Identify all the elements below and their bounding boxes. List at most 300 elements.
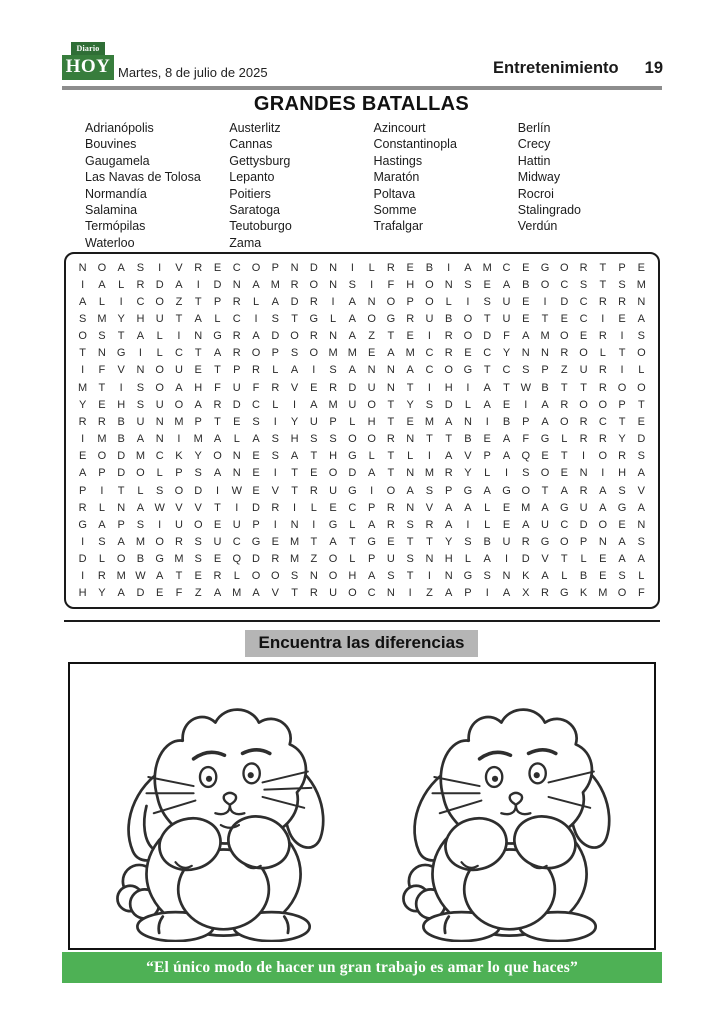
grid-letter: T [541,484,549,497]
grid-letter: N [367,295,376,308]
word-item: Poitiers [229,186,271,201]
grid-letter: A [502,278,511,291]
grid-letter: O [348,587,357,600]
grid-letter: I [312,518,316,531]
grid-letter: D [483,330,492,343]
grid-letter: A [290,364,299,377]
grid-letter: I [158,518,162,531]
grid-letter: W [135,570,146,583]
grid-letter: R [252,364,260,377]
grid-letter: M [424,415,435,428]
grid-letter: R [213,570,222,583]
grid-letter: W [231,484,242,497]
grid-letter: N [290,518,299,531]
grid-letter: E [618,313,626,326]
word-item: Hastings [373,153,423,168]
grid-letter: G [560,587,569,600]
grid-letter: D [213,278,222,291]
grid-letter: A [213,587,222,600]
grid-letter: D [252,501,260,514]
grid-letter: A [541,501,549,514]
grid-letter: G [617,501,627,514]
grid-letter: C [136,295,145,308]
grid-letter: U [174,518,183,531]
word-item: Termópilas [85,219,146,234]
grid-letter: O [271,570,280,583]
grid-letter: V [541,553,549,566]
grid-letter: M [97,433,107,446]
grid-letter: G [540,535,550,548]
grid-letter: T [387,330,395,343]
grid-letter: I [408,587,412,600]
grid-letter: I [273,467,277,480]
grid-letter: S [290,570,299,583]
grid-letter: I [312,364,316,377]
word-item: Hattin [517,153,551,168]
grid-letter: V [175,501,183,514]
grid-letter: O [348,433,357,446]
grid-letter: A [541,415,549,428]
grid-letter: A [213,433,222,446]
grid-letter: M [482,261,492,274]
grid-letter: P [541,364,549,377]
grid-letter: O [251,570,261,583]
grid-letter: C [174,347,183,360]
grid-letter: I [543,295,547,308]
grid-letter: S [637,450,646,463]
grid-letter: L [599,347,606,360]
grid-letter: L [98,501,105,514]
grid-letter: O [309,278,319,291]
grid-letter: E [522,313,530,326]
grid-letter: C [560,518,569,531]
grid-letter: U [579,501,588,514]
grid-letter: N [136,364,145,377]
grid-letter: T [599,278,607,291]
grid-letter: H [117,398,126,411]
page-header [62,42,663,82]
grid-letter: G [540,433,550,446]
word-item: Austerlitz [229,121,281,135]
grid-letter: O [367,398,376,411]
grid-letter: P [618,261,626,274]
word-column [374,120,518,251]
grid-letter: T [194,347,202,360]
grid-letter: I [81,278,85,291]
grid-letter: L [156,330,163,343]
grid-letter: A [445,501,453,514]
grid-letter: L [330,313,337,326]
grid-letter: I [293,501,297,514]
header-right [493,59,663,78]
word-item: Crecy [517,137,551,152]
grid-letter: A [175,278,183,291]
grid-letter: E [560,313,568,326]
grid-letter: M [174,415,184,428]
grid-letter: I [466,518,470,531]
grid-letter: A [117,535,125,548]
grid-letter: D [521,553,530,566]
grid-letter: R [290,278,299,291]
word-item: Cannas [229,137,273,152]
grid-letter: A [213,467,222,480]
grid-letter: Z [175,295,183,308]
grid-letter: I [81,364,85,377]
grid-letter: A [637,553,646,566]
grid-letter: A [78,467,87,480]
grid-letter: A [464,261,472,274]
grid-letter: U [502,535,511,548]
grid-letter: O [155,364,164,377]
grid-letter: E [252,467,260,480]
grid-letter: E [233,415,241,428]
grid-letter: O [637,381,646,394]
grid-letter: A [522,518,530,531]
grid-letter: P [445,484,453,497]
rabbit-drawing-left [83,670,355,942]
grid-letter: P [579,535,588,548]
grid-letter: S [425,398,434,411]
grid-letter: D [348,467,357,480]
grid-letter: Z [310,553,318,566]
grid-letter: P [367,501,376,514]
grid-letter: E [502,518,511,531]
grid-letter: E [483,278,491,291]
grid-letter: T [618,347,626,360]
grid-letter: A [387,347,395,360]
grid-letter: A [445,450,453,463]
grid-letter: S [464,535,472,548]
grid-letter: A [252,330,260,343]
grid-letter: T [387,415,395,428]
grid-letter: R [560,398,569,411]
grid-letter: D [579,518,588,531]
grid-letter: R [425,518,434,531]
grid-letter: Q [232,553,242,566]
grid-letter: E [502,398,511,411]
grid-letter: S [618,278,626,291]
grid-letter: M [232,587,242,600]
grid-letter: T [387,398,395,411]
grid-letter: T [79,347,86,360]
grid-letter: T [291,484,298,497]
grid-letter: R [329,381,338,394]
grid-letter: E [367,347,376,360]
grid-letter: T [348,535,356,548]
word-list [62,120,662,251]
grid-letter: S [98,535,106,548]
grid-letter: I [427,570,431,583]
section-divider [64,620,660,622]
grid-letter: I [485,415,489,428]
grid-letter: L [349,518,356,531]
word-column [85,120,229,251]
grid-letter: G [251,535,261,548]
grid-letter: C [232,535,241,548]
grid-letter: H [136,313,145,326]
grid-letter: L [638,570,645,583]
grid-letter: R [598,330,607,343]
grid-letter: L [561,570,568,583]
grid-letter: S [194,467,202,480]
grid-letter: U [136,415,145,428]
grid-letter: D [637,433,646,446]
grid-letter: B [522,278,530,291]
grid-letter: S [406,518,414,531]
grid-letter: I [620,330,624,343]
grid-letter: R [309,330,318,343]
grid-letter: T [580,381,587,394]
grid-letter: B [464,433,472,446]
grid-letter: Y [464,467,472,480]
grid-letter: N [290,261,299,274]
grid-letter: S [271,450,279,463]
grid-letter: T [406,381,414,394]
grid-letter: I [273,415,277,428]
grid-letter: N [444,278,453,291]
grid-letter: C [367,587,376,600]
grid-letter: O [251,347,261,360]
grid-letter: O [251,261,261,274]
differences-panel [68,662,656,950]
grid-letter: M [193,433,203,446]
grid-letter: E [522,261,530,274]
grid-letter: B [117,415,125,428]
grid-letter: O [617,381,627,394]
grid-letter: N [194,330,203,343]
grid-letter: A [406,484,414,497]
grid-letter: T [194,295,202,308]
grid-letter: V [290,381,299,394]
grid-letter: H [618,467,627,480]
grid-letter: E [156,587,164,600]
grid-letter: M [116,570,126,583]
grid-letter: N [406,501,415,514]
grid-letter: E [252,484,260,497]
grid-letter: A [78,295,87,308]
wordsearch-box [64,252,660,609]
grid-letter: O [290,330,299,343]
grid-letter: R [97,415,106,428]
grid-letter: T [98,381,106,394]
grid-letter: G [463,364,473,377]
grid-letter: Y [618,433,626,446]
grid-letter: T [291,467,298,480]
grid-letter: A [310,398,318,411]
grid-letter: T [560,553,568,566]
grid-letter: R [444,467,453,480]
grid-letter: B [425,261,434,274]
grid-letter: Y [406,398,414,411]
grid-letter: S [290,347,299,360]
grid-letter: D [309,261,318,274]
grid-letter: O [444,364,453,377]
grid-letter: I [81,433,85,446]
grid-letter: D [290,295,299,308]
grid-letter: T [175,313,183,326]
word-item: Bouvines [85,137,137,152]
grid-letter: L [368,450,375,463]
grid-letter: U [348,398,357,411]
grid-letter: O [78,330,87,343]
grid-letter: L [233,570,240,583]
grid-letter: S [310,433,318,446]
grid-letter: R [579,261,588,274]
word-item: Somme [373,203,417,218]
grid-letter: T [445,433,453,446]
grid-letter: I [138,347,142,360]
grid-letter: R [386,518,395,531]
grid-letter: E [618,518,626,531]
grid-letter: N [232,278,241,291]
grid-letter: T [387,467,395,480]
grid-letter: O [97,450,107,463]
grid-letter: U [367,381,376,394]
grid-letter: A [117,587,125,600]
grid-letter: G [309,313,319,326]
grid-letter: O [425,278,434,291]
grid-letter: P [271,261,279,274]
grid-letter: G [560,501,569,514]
grid-letter: A [367,518,376,531]
grid-letter: I [601,467,605,480]
grid-letter: L [252,295,260,308]
grid-letter: C [579,295,588,308]
grid-letter: T [214,501,221,514]
grid-letter: S [637,330,646,343]
grid-letter: I [601,313,605,326]
grid-letter: R [444,347,453,360]
grid-letter: L [407,450,414,463]
grid-letter: E [98,398,106,411]
grid-letter: O [155,295,164,308]
grid-letter: E [310,381,318,394]
grid-letter: L [233,433,240,446]
grid-letter: E [599,570,607,583]
grid-letter: T [426,433,433,446]
grid-letter: R [444,330,453,343]
grid-letter: E [599,553,607,566]
grid-letter: Y [117,313,125,326]
grid-letter: A [445,587,453,600]
grid-letter: T [560,450,568,463]
grid-letter: T [426,535,433,548]
grid-letter: T [541,313,549,326]
grid-letter: S [522,364,530,377]
grid-letter: Y [78,398,87,411]
grid-letter: S [329,433,337,446]
grid-letter: I [196,278,200,291]
grid-letter: N [232,467,241,480]
grid-letter: B [483,535,491,548]
grid-letter: N [598,535,607,548]
grid-letter: A [290,450,299,463]
grid-letter: N [579,467,588,480]
grid-letter: D [136,587,145,600]
grid-letter: T [291,587,298,600]
grid-letter: E [637,415,646,428]
grid-letter: R [541,587,549,600]
grid-letter: L [310,501,317,514]
grid-letter: I [504,553,509,566]
grid-letter: C [598,415,607,428]
grid-letter: A [502,433,511,446]
grid-letter: E [406,415,414,428]
grid-letter: Z [368,330,375,343]
grid-letter: P [175,467,183,480]
grid-letter: R [271,501,280,514]
wordsearch-grid [73,259,651,602]
grid-letter: O [463,330,473,343]
grid-letter: P [329,415,337,428]
grid-letter: M [78,381,88,394]
grid-letter: I [427,330,431,343]
grid-letter: S [618,484,626,497]
grid-letter: D [155,278,164,291]
grid-letter: F [387,278,395,291]
grid-letter: C [502,261,511,274]
grid-letter: I [177,330,181,343]
grid-letter: E [522,295,530,308]
grid-letter: C [483,347,492,360]
grid-letter: S [194,535,202,548]
quote-text: “El único modo de hacer un gran trabajo es amar lo que haces” [146,958,578,976]
grid-letter: M [97,313,107,326]
grid-letter: R [309,587,318,600]
grid-letter: A [136,330,145,343]
grid-letter: A [156,570,164,583]
grid-letter: O [617,587,627,600]
grid-letter: R [78,501,87,514]
grid-letter: L [98,553,105,566]
grid-letter: U [155,398,164,411]
grid-letter: W [520,381,531,394]
grid-letter: O [174,398,184,411]
grid-letter: S [387,570,395,583]
word-column [518,120,662,251]
grid-letter: R [521,535,530,548]
grid-letter: C [502,364,511,377]
grid-letter: L [580,553,587,566]
grid-letter: O [136,467,145,480]
grid-letter: N [309,570,318,583]
grid-letter: A [599,501,607,514]
grid-letter: I [427,381,431,394]
grid-letter: S [348,278,357,291]
grid-letter: A [483,381,491,394]
grid-letter: S [136,261,145,274]
grid-letter: G [155,553,164,566]
grid-letter: C [425,347,434,360]
grid-letter: V [271,484,279,497]
grid-letter: H [290,433,299,446]
grid-letter: C [348,501,357,514]
grid-letter: N [463,415,472,428]
grid-letter: L [98,295,105,308]
grid-letter: G [367,535,376,548]
grid-letter: R [309,484,318,497]
grid-letter: S [522,467,530,480]
grid-letter: R [598,433,607,446]
grid-letter: A [599,484,607,497]
grid-letter: N [502,570,511,583]
grid-letter: H [194,381,203,394]
grid-letter: N [155,433,164,446]
grid-letter: A [502,450,511,463]
grid-letter: T [117,484,125,497]
grid-letter: G [328,518,338,531]
grid-letter: R [213,398,222,411]
